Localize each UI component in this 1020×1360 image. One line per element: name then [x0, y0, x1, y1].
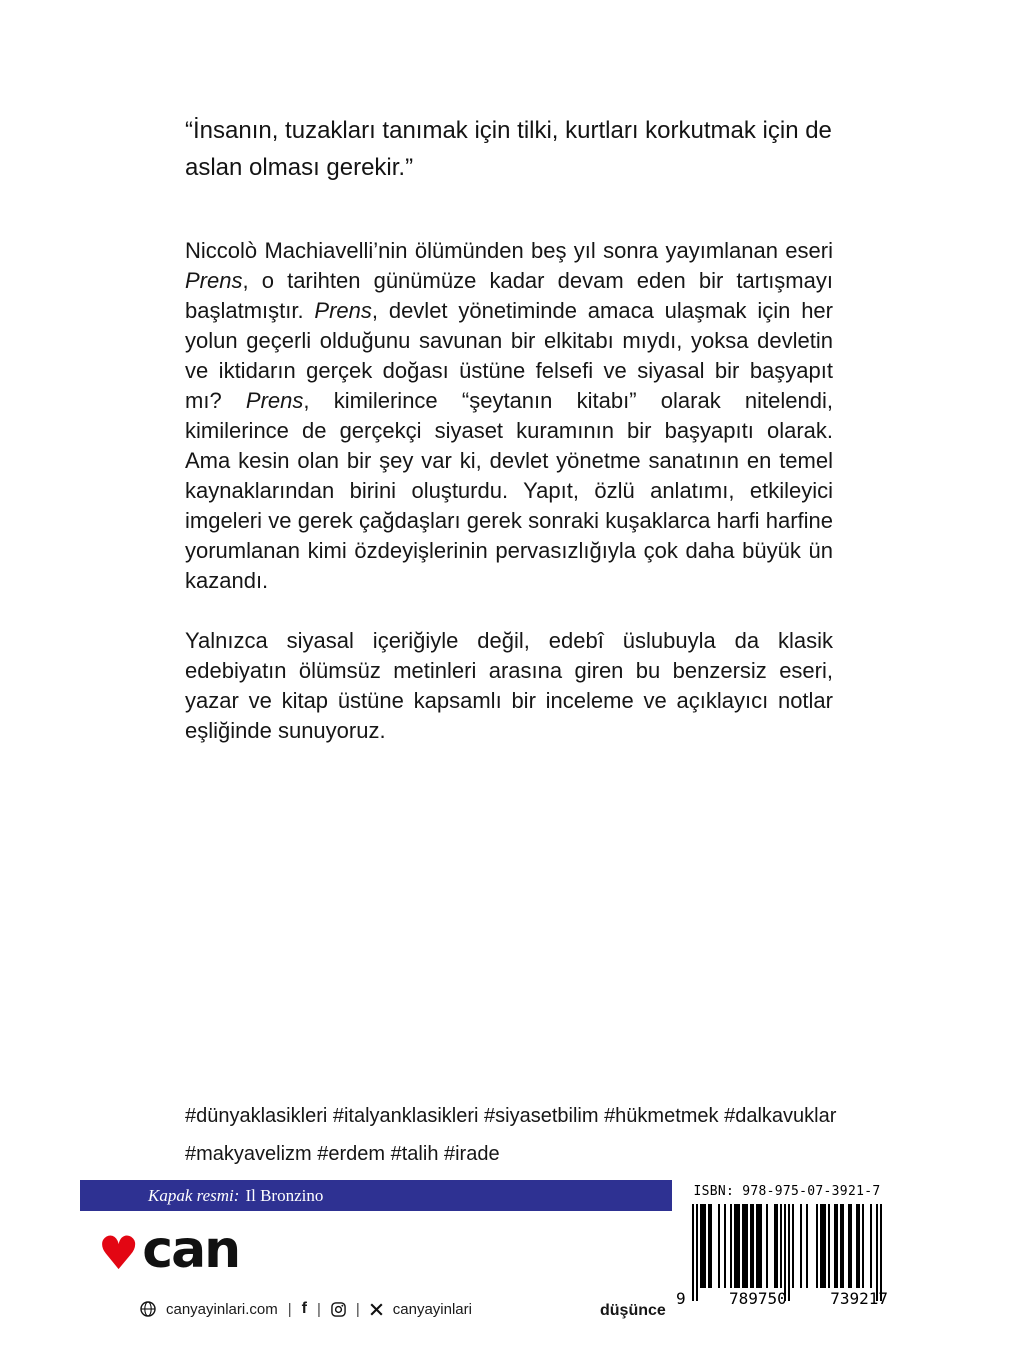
barcode-digit-group: 739217 [830, 1289, 888, 1308]
hashtags-block [185, 1097, 836, 1173]
heart-icon: ♥ [98, 1226, 140, 1280]
separator: | [355, 1300, 360, 1318]
globe-icon [140, 1301, 156, 1317]
back-cover-text [185, 112, 833, 776]
barcode-digits [676, 1289, 888, 1308]
cover-credit-bar [80, 1180, 672, 1211]
separator: | [316, 1300, 321, 1318]
cover-credit-label: Kapak resmi: [148, 1185, 240, 1205]
website-link: canyayinlari.com [166, 1300, 278, 1318]
description-paragraph-1: Niccolò Machiavelli’nin ölümünden beş yıl sonra yayımlanan eseri Prens, o tarihten günümüze kadar devam eden bir tartışmayı başlatmıştır. Prens, devlet yönetiminde amaca ulaşmak için her yolun geçerli olduğunu savunan bir elkitabı mıydı, yoksa devletin ve iktidarın gerçek doğası üstüne felsefi ve siyasal bir başyapıt mı? Prens, kimilerince “şeytanın kitabı” olarak nitelendi, kimilerince de gerçekçi siyaset kuramının bir başyapıtı olarak. Ama kesin olan bir şey var ki, devlet yönetme sanatının en temel kaynaklarından birini oluşturdu. Yapıt, özlü anlatımı, etkileyici imgeleri ve gerek çağdaşları gerek sonraki kuşaklarca harfi harfine yorumlanan kimi özdeyişlerinin pervasızlığıyla çok daha büyük ün kazandı. [185, 238, 833, 593]
category-label: düşünce [600, 1302, 666, 1319]
social-handle: canyayinlari [392, 1300, 472, 1318]
isbn-barcode-block [676, 1184, 892, 1308]
footer-social-row [140, 1300, 472, 1318]
barcode-digit-group: 9 [676, 1289, 686, 1308]
cover-credit-value: Il Bronzino [245, 1185, 324, 1205]
description-paragraph-2: Yalnızca siyasal içeriğiyle değil, edebî üslubuyla da klasik edebiyatın ölümsüz metinleri arasına giren bu benzersiz eseri, yazar ve kitap üstüne kapsamlı bir inceleme ve açıklayıcı notlar eşliğinde sunuyoruz. [185, 628, 833, 743]
facebook-icon: f [301, 1300, 307, 1317]
publisher-logo-text: can [142, 1220, 240, 1280]
publisher-logo [98, 1222, 239, 1284]
epigraph-quote: “İnsanın, tuzakları tanımak için tilki, kurtları korkutmak için de aslan olması gerekir.” [185, 117, 832, 181]
instagram-icon [331, 1302, 346, 1317]
hashtags-line-2: #makyavelizm #erdem #talih #irade [185, 1143, 500, 1165]
x-icon [370, 1303, 383, 1316]
barcode [682, 1204, 892, 1288]
hashtags-line-1: #dünyaklasikleri #italyanklasikleri #siyasetbilim #hükmetmek #dalkavuklar [185, 1105, 837, 1127]
barcode-digit-group: 789750 [729, 1289, 787, 1308]
separator: | [287, 1300, 292, 1318]
isbn-label: ISBN: 978-975-07-3921-7 [693, 1184, 881, 1199]
